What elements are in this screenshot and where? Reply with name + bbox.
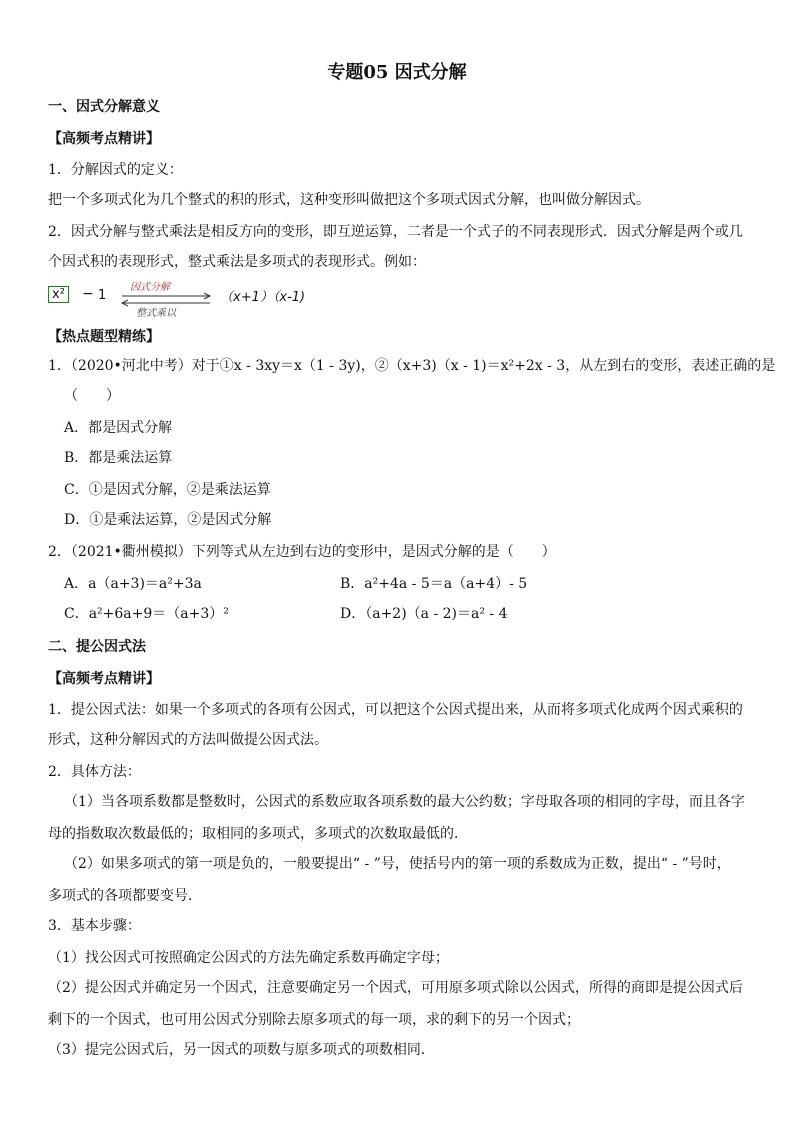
factorization-diagram bbox=[48, 284, 328, 318]
question-1-stem: 1．（2020•河北中考）对于①x - 3xy＝x（1 - 3y)，②（x+3)（x - 1)＝x²+2x - 3，从左到右的变形，表述正确的是 bbox=[48, 358, 776, 374]
diagram-lhs: x² bbox=[48, 286, 69, 303]
section-1-heading: 一、因式分解意义 bbox=[48, 99, 160, 115]
page-title: 专题05 因式分解 bbox=[327, 62, 467, 83]
section-2-keypoints-label: 【高频考点精讲】 bbox=[48, 671, 160, 687]
step-1: （1）找公因式可按照确定公因式的方法先确定系数再确定字母； bbox=[48, 950, 449, 966]
step-2-line1: （2）提公因式并确定另一个因式，注意要确定另一个因式，可用原多项式除以公因式，所得的商即是提公因式后 bbox=[48, 980, 743, 996]
step-2-line2: 剩下的一个因式，也可用公因式分别除去原多项式的每一项，求的剩下的另一个因式； bbox=[48, 1012, 580, 1028]
relation-text-line2: 个因式积的表现形式，整式乘法是多项式的表现形式。例如： bbox=[48, 254, 426, 270]
method-definition-line2: 形式，这种分解因式的方法叫做提公因式法。 bbox=[48, 732, 328, 748]
question-2-option-a: A．a（a+3)＝a²+3a bbox=[64, 576, 202, 592]
step-3: （3）提完公因式后，另一因式的项数与原多项式的项数相同． bbox=[48, 1042, 435, 1058]
method-rule-1-line1: （1）当各项系数都是整数时，公因式的系数应取各项系数的最大公约数；字母取各项的相同的字母，而且各字 bbox=[64, 794, 745, 810]
relation-text-line1: 2．因式分解与整式乘法是相反方向的变形，即互逆运算，二者是一个式子的不同表现形式．因式分解是两个或几 bbox=[48, 224, 743, 240]
question-1-option-a: A．都是因式分解 bbox=[64, 420, 173, 436]
basic-steps-label: 3．基本步骤： bbox=[48, 918, 141, 934]
method-rule-2-line2: 多项式的各项都要变号． bbox=[48, 888, 202, 904]
diagram-multiply-label: 整式乘以 bbox=[136, 308, 176, 319]
diagram-one: 1 bbox=[98, 288, 107, 303]
question-1-option-b: B．都是乘法运算 bbox=[64, 450, 173, 466]
question-1-blank: （ ） bbox=[64, 388, 120, 404]
question-2-stem: 2．（2021•衢州模拟）下列等式从左边到右边的变形中，是因式分解的是（ ） bbox=[48, 544, 556, 560]
method-definition-line1: 1．提公因式法：如果一个多项式的各项有公因式，可以把这个公因式提出来，从而将多项式化成两个因式乘积的 bbox=[48, 702, 743, 718]
question-2-option-b: B．a²+4a - 5＝a（a+4）- 5 bbox=[340, 576, 528, 592]
question-2-option-c: C．a²+6a+9＝（a+3）² bbox=[64, 606, 229, 622]
section-1-keypoints-label: 【高频考点精讲】 bbox=[48, 131, 160, 147]
definition-text: 把一个多项式化为几个整式的积的形式，这种变形叫做把这个多项式因式分解，也叫做分解因式。 bbox=[48, 192, 650, 208]
question-1-option-c: C．①是因式分解，②是乘法运算 bbox=[64, 482, 271, 498]
question-2-option-d: D．（a+2)（a - 2)＝a² - 4 bbox=[340, 606, 508, 622]
definition-label: 1．分解因式的定义： bbox=[48, 162, 183, 178]
method-rule-2-line1: （2）如果多项式的第一项是负的，一般要提出“ - ”号，使括号内的第一项的系数成为正数，提出“ - ”号时， bbox=[64, 856, 731, 872]
method-rule-1-line2: 母的指数取次数最低的；取相同的多项式，多项式的次数取最低的． bbox=[48, 826, 468, 842]
section-2-heading: 二、提公因式法 bbox=[48, 639, 146, 655]
question-1-option-d: D．①是乘法运算，②是因式分解 bbox=[64, 512, 272, 528]
diagram-factorize-label: 因式分解 bbox=[130, 282, 170, 293]
diagram-rhs: （x+1）（x-1) bbox=[220, 290, 306, 305]
specific-method-label: 2．具体方法： bbox=[48, 764, 141, 780]
diagram-minus: − bbox=[82, 286, 94, 302]
section-1-practice-label: 【热点题型精练】 bbox=[48, 329, 160, 345]
